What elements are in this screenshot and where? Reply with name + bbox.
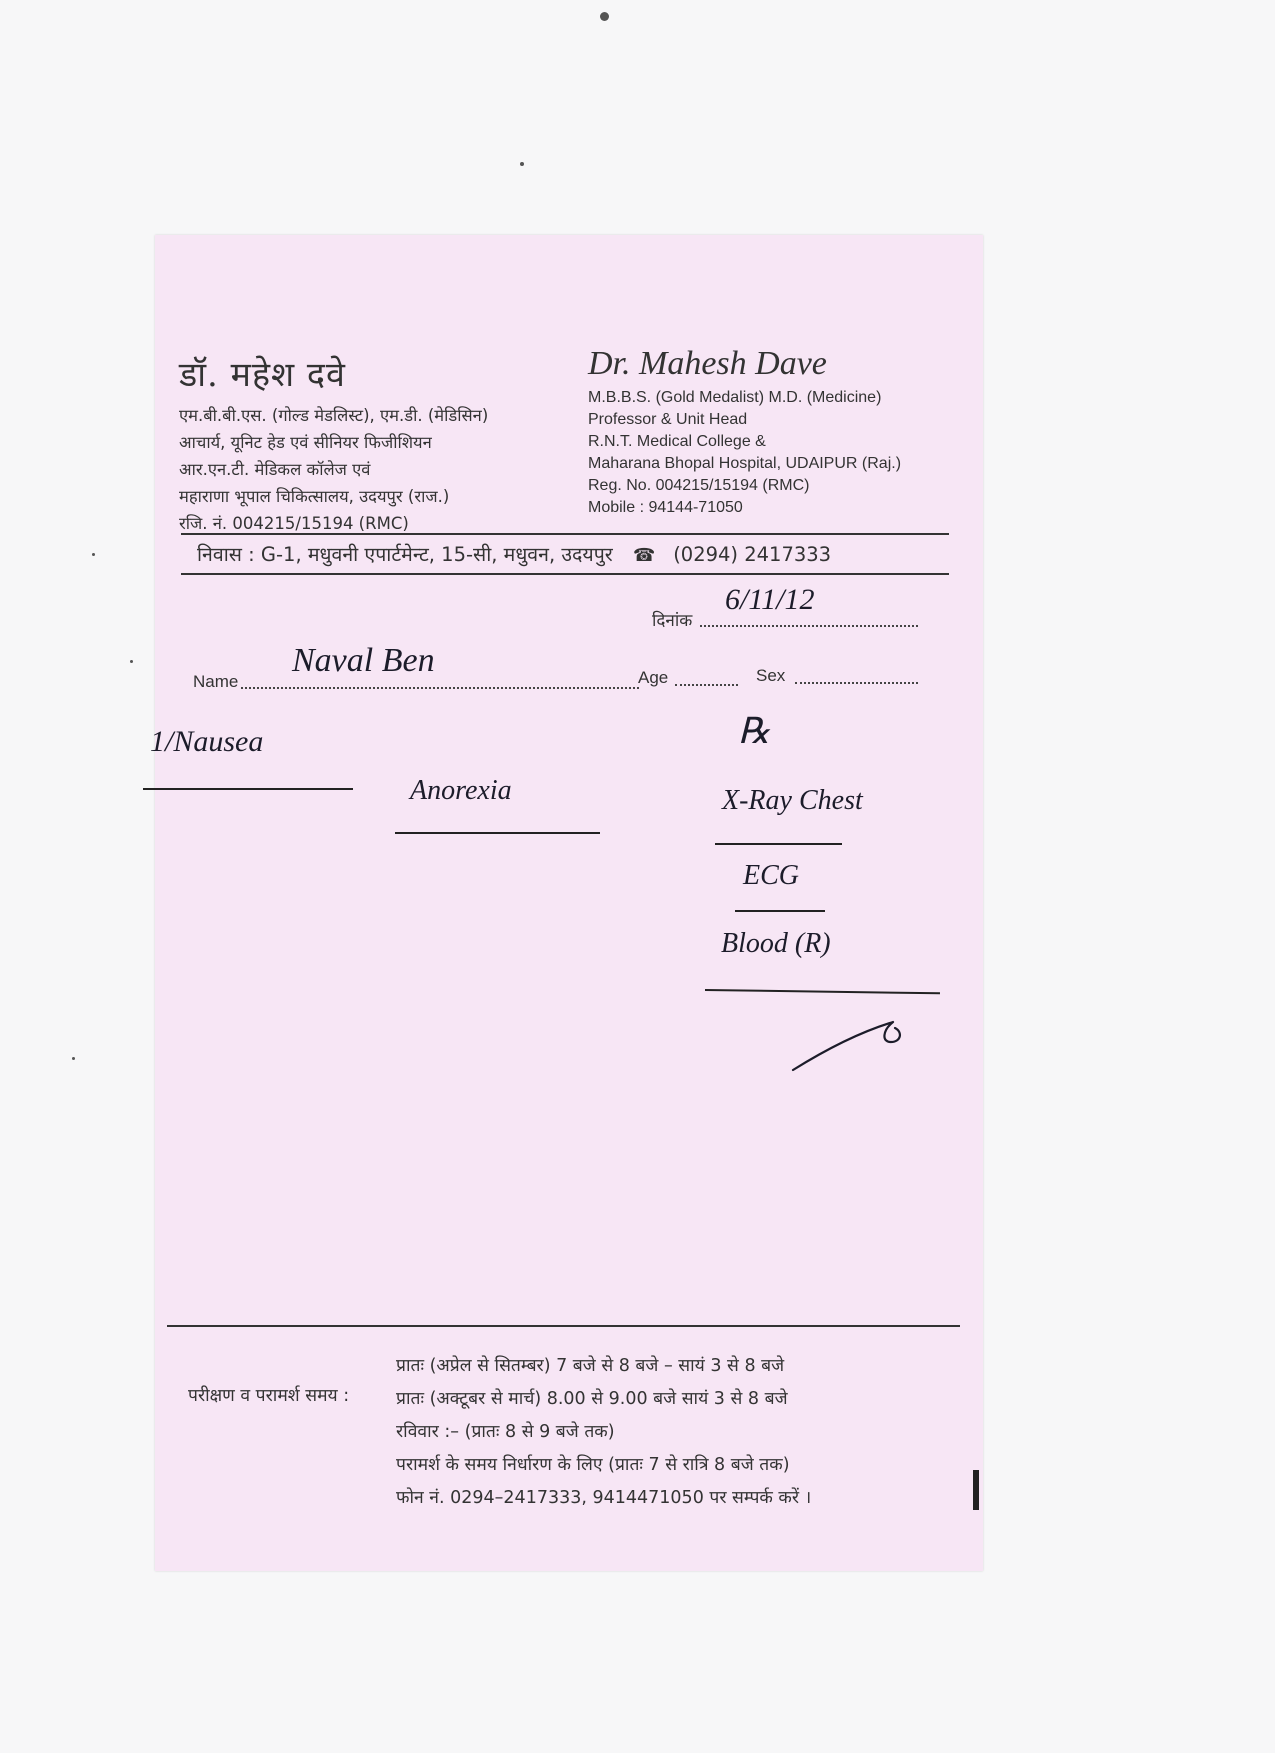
patient-name-handwritten: Naval Ben [292,642,435,679]
name-label: Name [193,672,239,691]
note-underline [735,910,825,912]
complaint-note-left: 1/Nausea [150,725,264,758]
phone-number: (0294) 2417333 [673,543,832,566]
designation-english: Professor & Unit Head [588,411,748,428]
sex-dotted-line [795,682,918,684]
telephone-icon: ☎ [632,545,656,566]
timing-line-summer: प्रातः (अप्रेल से सितम्बर) 7 बजे से 8 बजे – सायं 3 से 8 बजे [396,1356,785,1376]
investigation-xray: X-Ray Chest [722,785,863,816]
note-underline [705,989,940,994]
date-label: दिनांक [652,611,693,630]
doctor-name-hindi: डॉ. महेश दवे [179,355,346,395]
scan-speck [520,162,524,166]
tape-mark [973,1470,979,1510]
residence-address [197,540,831,567]
appointment-info-line: परामर्श के समय निर्धारण के लिए (प्रातः 7 से रात्रि 8 बजे तक) [396,1455,790,1475]
timing-line-sunday: रविवार :– (प्रातः 8 से 9 बजे तक) [396,1422,615,1442]
note-underline [395,832,600,834]
timings-label: परीक्षण व परामर्श समय : [188,1386,350,1406]
designation-hindi: आचार्य, यूनिट हेड एवं सीनियर फिजीशियन [179,433,432,452]
age-label: Age [638,668,669,687]
note-underline [715,843,842,845]
qualification-hindi: एम.बी.बी.एस. (गोल्ड मेडलिस्ट), एम.डी. (मेडिसिन) [179,406,489,425]
address-text: निवास : G-1, मधुवनी एपार्टमेन्ट, 15-सी, मधुवन, उदयपुर [197,543,613,566]
address-rule-top [181,533,949,535]
scan-speck [92,553,95,556]
hospital-hindi: महाराणा भूपाल चिकित्सालय, उदयपुर (राज.) [179,487,450,506]
scan-speck [600,12,609,21]
date-handwritten: 6/11/12 [725,583,815,616]
mobile-english: Mobile : 94144-71050 [588,499,743,516]
prescription-sheet [150,235,983,1571]
registration-hindi: रजि. नं. 004215/15194 (RMC) [179,514,409,533]
address-rule-bottom [181,573,949,575]
rx-symbol: ℞ [738,711,771,751]
timing-line-winter: प्रातः (अक्टूबर से मार्च) 8.00 से 9.00 बजे सायं 3 से 8 बजे [396,1389,788,1409]
registration-english: Reg. No. 004215/15194 (RMC) [588,477,810,494]
complaint-note-middle: Anorexia [410,775,512,806]
scan-speck [72,1057,75,1060]
scan-speck [130,660,133,663]
college-english: R.N.T. Medical College & [588,433,766,450]
investigation-blood: Blood (R) [721,928,831,959]
footer-rule [167,1325,960,1327]
doctor-signature [785,1000,925,1080]
investigation-ecg: ECG [743,860,799,891]
doctor-name-english: Dr. Mahesh Dave [588,345,827,382]
note-underline [143,788,353,790]
name-dotted-line [241,687,639,689]
date-dotted-line [700,625,918,627]
college-hindi: आर.एन.टी. मेडिकल कॉलेज एवं [179,460,371,479]
hospital-english: Maharana Bhopal Hospital, UDAIPUR (Raj.) [588,455,902,472]
qualification-english: M.B.B.S. (Gold Medalist) M.D. (Medicine) [588,389,882,406]
sex-label: Sex [756,666,786,685]
contact-phone-line: फोन नं. 0294–2417333, 9414471050 पर सम्पर्क करें । [396,1488,812,1508]
age-dotted-line [675,684,738,686]
